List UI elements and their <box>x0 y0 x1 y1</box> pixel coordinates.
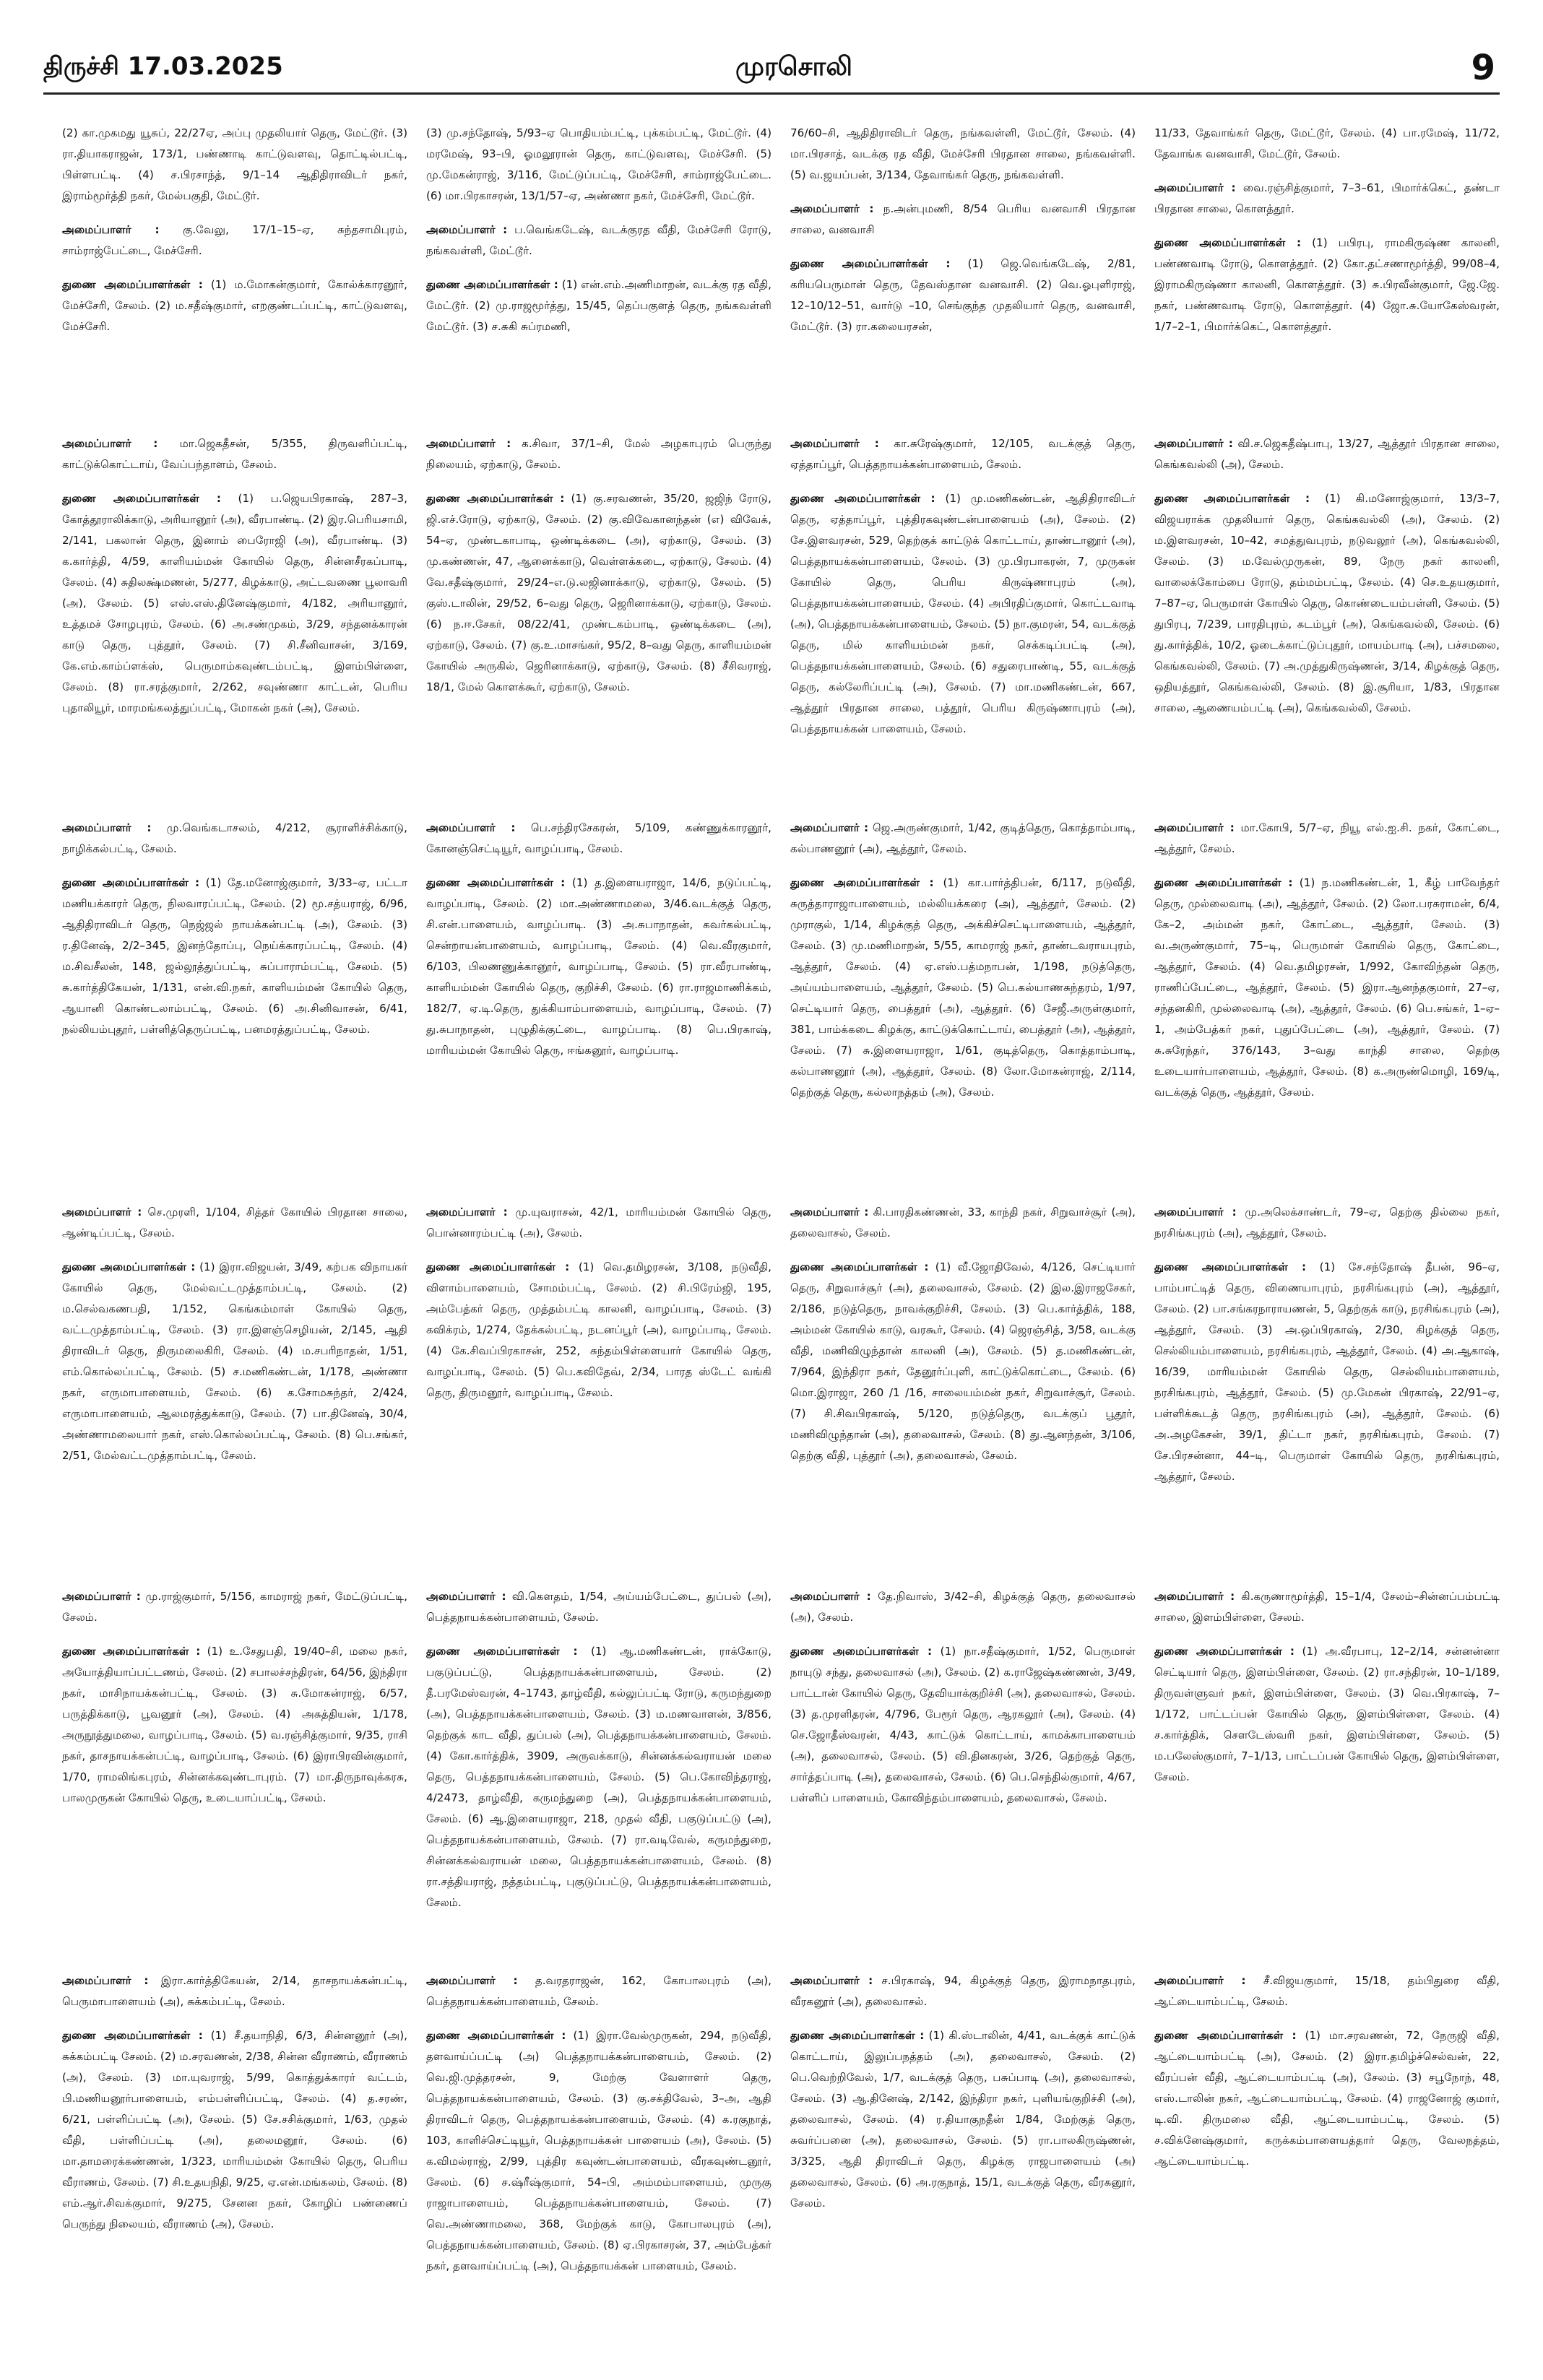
deputies-line <box>790 1257 1136 1466</box>
page-number: 9 <box>1471 48 1495 88</box>
deputies-line <box>790 488 1136 740</box>
deputies-text: (1) சீ.தயாநிதி, 6/3, சின்னனூர் (அ), சுக்கம்பட்டி சேலம். (2) ம.சரவணன், 2/38, சின்ன வீராணம், வீராணம் (அ), சேலம். (3) மா.யுவராஜ், 5/99, கொத்துக்காரர் வட்டம், பி.மணியனூர்பாளையம், எம்பள்ளிப்பட்டி, சேலம். (4) த.சரண், 6/21, பள்ளிப்பட்டி (அ), சேலம். (5) சே.சசிக்குமார், 1/63, முதல் வீதி, பள்ளிப்பட்டி (அ), தலைமனூர், சேலம். (6) மா.தாமரைக்கண்ணன், 1/323, மாரியம்மன் கோயில் தெரு, பெரிய வீராணம், சேலம். (7) சி.உதயநிதி, 9/25, ஏ.என்.மங்கலம், சேலம். (8) எம்.ஆர்.சிவக்குமார், 9/275, சேனன நகர், கோழிப் பண்ணைப் பெருந்து நிலையம், வீராணம் (அ), சேலம். <box>62 2029 407 2230</box>
chief-text: பெ.சந்திரசேகரன், 5/109, கண்ணுக்காரனூர், கோனஞ்செட்டியூர், வாழப்பாடி, சேலம். <box>426 821 772 855</box>
listing-block <box>790 818 1136 1202</box>
deputies-line <box>790 2025 1136 2214</box>
deputies-text: (1) உ.சேதுபதி, 19/40–சி, மலை நகர், அயோத்தியாப்பட்டணம், சேலம். (2) சபாலச்சந்திரன், 64/56, இந்திரா நகர், மாசிநாயக்கன்பட்டி, சேலம். (3) சு.மோகன்ராஜ், 6/57, பருத்திக்காடு, பூவனூர் (அ), சேலம். (4) அசுத்தியன், 1/178, அருநூத்துமலை, வாழப்பாடி, சேலம். (5) வ.ரஞ்சித்குமார், 9/35, ராசி நகர், தாசநாயக்கன்பட்டி, வாழப்பாடி, சேலம். (6) இராபிரவின்குமார், 1/70, ராமலிங்கபுரம், சின்னக்கவுண்டாபுரம். (7) மா.திருநாவுக்கரசு, பாலமுருகன் கோயில் தெரு, உடையாப்பட்டி, சேலம். <box>62 1645 407 1804</box>
chief-label: அமைப்பாளர் : <box>1154 1206 1237 1219</box>
deputies-label: துணை அமைப்பாளர்கள் : <box>1154 1645 1295 1658</box>
chief-line <box>62 1586 407 1628</box>
chief-label: அமைப்பாளர் : <box>1154 821 1235 834</box>
deputies-line <box>790 1641 1136 1809</box>
deputies-line <box>62 488 407 719</box>
chief-text: ந.அன்புமணி, 8/54 பெரிய வனவாசி பிரதான சாலை, வனவாசி <box>790 202 1136 236</box>
chief-text: மா.ஜெகதீசன், 5/355, திருவளிப்பட்டி, காட்டுக்கொட்டாய், வேப்பந்தாளம், சேலம். <box>62 437 407 471</box>
continued-text: (3) மு.சந்தோஷ், 5/93–ஏ பொதியம்பட்டி, புக்கம்பட்டி, மேட்டூர். (4) மரமேஷ், 93–பி, ஓமலூரான் தெரு, காட்டுவளவு, மேச்சேரி. (5) மு.மேகன்ராஜ், 3/116, மேட்டுப்பட்டி, மேச்சேரி, சாம்ராஜ்பேட்டை. (6) மா.பிரகாசரன், 13/1/57–ஏ, அண்ணா நகர், மேச்சேரி, மேட்டூர். <box>426 126 772 202</box>
deputies-line <box>1154 1641 1500 1788</box>
deputies-label: துணை அமைப்பாளர்கள் : <box>426 1645 578 1658</box>
chief-label: அமைப்பாளர் : <box>62 1974 149 1987</box>
chief-label: அமைப்பாளர் : <box>1154 1590 1235 1603</box>
deputies-label: துணை அமைப்பாளர்கள் : <box>1154 492 1310 505</box>
article-grid <box>62 123 1500 2355</box>
chief-label: அமைப்பாளர் : <box>1154 437 1233 450</box>
chief-label: அமைப்பாளர் : <box>426 1974 518 1987</box>
deputies-label: துணை அமைப்பாளர்கள் : <box>790 876 934 889</box>
listing-block <box>790 1586 1136 1970</box>
listing-block <box>62 1586 407 1970</box>
deputies-line <box>62 2025 407 2235</box>
listing-block <box>1154 1586 1500 1970</box>
deputies-text: (1) பபிரபு, ராமகிருஷ்ண காலனி, பண்ணவாடி ரோடு, கொளத்தூர். (2) கோ.தட்சணாமூர்த்தி, 99/08–4, இராமகிருஷ்ணா காலனி, கொளத்தூர். (3) சு.பிரவீன்குமார், ஜே.ஜே. நகர், பண்ணவாடி ரோடு, கொளத்தூர். (4) ஜோ.சு.யோகேஸ்வரன், 1/7–2–1, பிமார்க்கெட், கொளத்தூர். <box>1154 236 1500 333</box>
deputies-text: (1) கு.சரவணன், 35/20, ஜஜிந் ரோடு, ஜி.எச்.ரோடு, ஏற்காடு, சேலம். (2) கு.விவேகானந்தன் (எ) விவேக், 54–ஏ, முண்டகாபாடி, ஒண்டிக்கடை (அ), ஏற்காடு, சேலம். (3) மு.கண்ணன், 47, ஆனைக்காடு, வெள்ளக்கடை, ஏற்காடு, சேலம். (4) வே.சதீஷ்குமார், 29/24–எ.டு.லஜினாக்காடு, ஏற்காடு, சேலம். (5) குஸ்.டாலின், 29/52, 6–வது தெரு, ஜெரினாக்காடு, ஏற்காடு, சேலம். (6) ந.ஈ.சேகர், 08/22/41, முண்டகம்பாடி, ஒண்டிக்கடை (அ), ஏற்காடு, சேலம். (7) கு.உ.மாசங்கர், 95/2, 8–வது தெரு, காளியம்மன் கோயில் அருகில், ஜெரினாக்காடு, ஏற்காடு, சேலம். (8) சீசிவராஜ், 18/1, மேல் கொளக்கூர், ஏற்காடு, சேலம். <box>426 492 772 693</box>
deputies-line <box>426 1257 772 1403</box>
deputies-label: துணை அமைப்பாளர்கள் : <box>62 2029 203 2042</box>
listing-block <box>1154 123 1500 433</box>
deputies-line <box>426 873 772 1061</box>
listing-block <box>1154 1970 1500 2355</box>
chief-label: அமைப்பாளர் : <box>790 1590 871 1603</box>
chief-line <box>790 1586 1136 1628</box>
chief-line <box>62 818 407 860</box>
deputies-text: (1) ப.ஜெயபிரகாஷ், 287–3, கோத்தூராலிக்காடு, அரியானூர் (அ), வீரபாண்டி. (2) இர.பெரியசாமி, 2/141, பகலான் தெரு, இனாம் பைரோஜி (அ), வீரபாண்டி. (3) க.கார்த்தி, 4/59, காளியம்மன் கோயில் தெரு, சின்னசீரகப்பாடி, சேலம். (4) சுதிலக்ஷ்மணன், 5/277, கிழக்காடு, அட்டவணை பூலாவரி (அ), சேலம். (5) எஸ்.எஸ்.தினேஷ்குமார், 4/182, அரியானூர், உத்தமச் சோழபுரம், சேலம். (6) அ.சண்முகம், 3/29, சந்தனக்காரன் காடு தெரு, புத்தூர், சேலம். (7) சி.சீனிவாசன், 3/169, கே.எம்.காம்ப்ளக்ஸ், பெருமாம்கவுண்டம்பட்டி, இளம்பிள்ளை, சேலம். (8) ரா.சரத்குமார், 2/262, சவுண்ணா காட்டன், பெரிய புதாலியூர், மாரமங்கலத்துப்பட்டி, மோகன் நகர் (அ), சேலம். <box>62 492 407 714</box>
chief-line <box>790 818 1136 860</box>
chief-label: அமைப்பாளர் : <box>62 1206 142 1219</box>
deputies-label: துணை அமைப்பாளர்கள் : <box>790 257 951 270</box>
chief-line <box>62 220 407 261</box>
deputies-text: (1) ஆ.மணிகண்டன், ராக்கோடு, பகுடுப்பட்டு, பெத்தநாயக்கன்பாளையம், சேலம். (2) தீ.பரமேஸ்வரன், 4–1743, தாழ்வீதி, கல்லுப்பட்டி ரோடு, கருமந்துறை (அ), பெத்தநாயக்கன்பாளையம், சேலம். (3) ம.மணவாளன், 3/856, தெற்குக் காட வீதி, துப்பல் (அ), பெத்தநாயக்கன்பாளையம், சேலம். (4) கோ.கார்த்திக், 3909, அருவக்காடு, சின்னக்கல்வராயன் மலை தெரு, பெத்தநாயக்கன்பாளையம், சேலம். (5) பெ.கோவிந்தராஜ், 4/2473, தாழ்வீதி, கருமந்துறை (அ), பெத்தநாயக்கன்பாளையம், சேலம். (6) ஆ.இளையராஜா, 218, முதல் வீதி, பகுடுப்பட்டு (அ), பெத்தநாயக்கன்பாளையம், சேலம். (7) ரா.வடிவேல், கருமந்துறை, சின்னக்கல்வராயன் மலை, பெத்தநாயக்கன்பாளையம், சேலம். (8) ரா.சத்தியராஜ், நத்தம்பட்டி, புகுடுப்பட்டு, பெத்தநாயக்கன்பாளையம், சேலம். <box>426 1645 772 1909</box>
deputies-label: துணை அமைப்பாளர்கள் : <box>790 1645 933 1658</box>
deputies-label: துணை அமைப்பாளர்கள் : <box>1154 236 1302 249</box>
header-rule <box>43 92 1500 95</box>
chief-line <box>62 433 407 475</box>
deputies-text: (1) இரா.வேல்முருகன், 294, நடுவீதி, தளவாய்ப்பட்டி (அ) பெத்தநாயக்கன்பாளையம், சேலம். (2) வெ.ஜி.முத்தரசன், 9, மேற்கு வேளாளர் தெரு, பெத்தநாயக்கன்பாளையம், சேலம். (3) கு.சக்திவேல், 3–அ, ஆதி திராவிடர் தெரு, பெத்தநாயக்கன்பாளையம், சேலம். (4) க.ரகுநாத், 103, காளிச்செட்டியூர், பெத்தநாயக்கன் பாளையம் (அ), சேலம். (5) க.விமல்ராஜ், 2/99, புத்திர கவுண்டன்பாளையம், வீரகவுண்டனூர், சேலம். (6) ச.ஷ்ரீஷ்குமார், 54–பி, அம்மம்பாளையம், முருகு ராஜாபாளையம், பெத்தநாயக்கன்பாளையம், சேலம். (7) வெ.அண்ணாமலை, 368, மேற்குக் காடு, கோபாலபுரம் (அ), பெத்தநாயக்கன்பாளையம், சேலம். (8) ஏ.பிரகாசரன், 37, அம்பேத்கர் நகர், தளவாய்ப்பட்டி (அ), பெத்தநாயக்கன் பாளையம், சேலம். <box>426 2029 772 2272</box>
listing-block <box>1154 433 1500 818</box>
listing-block <box>426 1586 772 1970</box>
deputies-text: (1) என்.எம்.அணிமாறன், வடக்கு ரத வீதி, மேட்டூர். (2) மு.ராஜமூர்த்து, 15/45, தெப்பகுளத் தெரு, நங்கவள்ளி மேட்டூர். (3) ச.சுகி சுப்ரமணி, <box>426 278 772 333</box>
chief-text: மு.யுவராசன், 42/1, மாரியம்மன் கோயில் தெரு, பொன்னாரம்பட்டி (அ), சேலம். <box>426 1206 772 1239</box>
page-header <box>0 0 1543 108</box>
chief-line <box>426 818 772 860</box>
chief-line <box>790 1970 1136 2012</box>
listing-block <box>1154 818 1500 1202</box>
chief-text: மு.ராஜ்குமார், 5/156, காமராஜ் நகர், மேட்டுப்பட்டி, சேலம். <box>62 1590 407 1624</box>
chief-line <box>790 433 1136 475</box>
deputies-text: (1) வெ.தமிழரசன், 3/108, நடுவீதி, விளாம்பாளையம், சோமம்பட்டி, சேலம். (2) சி.பிரேம்ஜி, 195, அம்பேத்கர் தெரு, முத்தம்பட்டி காலனி, வாழப்பாடி, சேலம். (3) கவிக்ரம், 1/274, தேக்கல்பட்டி, நடனப்பூர் (அ), வாழப்பாடி, சேலம். (4) கே.சிவப்பிரகாசன், 252, சுந்தம்பிள்ளையார் கோயில் தெரு, வாழப்பாடி, சேலம். (5) பெ.கவிதேவ், 2/34, பாரத ஸ்டேட் வங்கி தெரு, திருமனூர், வாழப்பாடி, சேலம். <box>426 1260 772 1399</box>
chief-label: அமைப்பாளர் : <box>426 437 511 450</box>
continued-text: (2) கா.முகமது யூசுப், 22/27ஏ, அப்பு முதலியார் தெரு, மேட்டூர். (3) ரா.தியாகராஜன், 173/1, பண்ணாடி காட்டுவளவு, தொட்டில்பட்டி, பிள்ளபட்டி. (4) ச.பிரசாந்த், 9/1–14 ஆதிதிராவிடர் நகர், இராம்மூர்த்தி நகர், மேல்பகுதி, மேட்டூர். <box>62 126 407 202</box>
deputies-label: துணை அமைப்பாளர்கள் : <box>62 1645 201 1658</box>
chief-label: அமைப்பாளர் : <box>1154 1974 1246 1987</box>
deputies-text: (1) த.இளையராஜா, 14/6, நடுப்பட்டி, வாழப்பாடி, சேலம். (2) மா.அண்ணாமலை, 3/46.வடக்குத் தெரு, சி.என்.பாளையம், வாழப்பாடி. (3) அ.சுபாநாதன், கவர்கல்பட்டி, சென்றாயன்பாளையம், வாழப்பாடி, சேலம். (4) வெ.வீரகுமார், 6/103, பிலணணுக்கானூர், வாழப்பாடி, சேலம். (5) ரா.வீரபாண்டி, காளியம்மன் கோயில் தெரு, குறிச்சி, சேலம். (6) ரா.ராஜமாணிக்கம், 182/7, ஏ.டி.தெரு, துக்கியாம்பாளையம், வாழப்பாடி, சேலம். (7) து.சுபாநாதன், புழுதிக்குட்டை, வாழப்பாடி. (8) பெ.பிரகாஷ், மாரியம்மன் கோயில் தெரு, ஈங்கனூர், வாழப்பாடி. <box>426 876 772 1057</box>
deputies-label: துணை அமைப்பாளர்கள் : <box>426 1260 570 1273</box>
deputies-line <box>790 873 1136 1103</box>
listing-block <box>426 1202 772 1586</box>
chief-text: வை.ரஞ்சித்குமார், 7–3–61, பிமார்க்கெட், தண்டா பிரதான சாலை, கொளத்தூர். <box>1154 181 1500 215</box>
listing-block <box>790 433 1136 818</box>
chief-line <box>426 1202 772 1244</box>
deputies-text: (1) நா.சதீஷ்குமார், 1/52, பெருமாள் நாயுடு சந்து, தலைவாசல் (அ), சேலம். (2) க.ராஜேஷ்கண்ணன், 3/49, பாட்டான் கோயில் தெரு, தேவியாக்குறிச்சி (அ), தலைவாசல், சேலம். (3) த.முரளிதரன், 4/796, பேரூர் தெரு, ஆரகலூர் (அ), சேலம். (4) செ.ஜோதீஸ்வரன், 4/43, காட்டுக் கொட்டாய், காமக்காபாளையம் (அ), தலைவாசல், சேலம். (5) வி.தினகரன், 3/26, தெற்குத் தெரு, சார்த்தப்பாடி (அ), தலைவாசல், சேலம். (6) பெ.செந்தில்குமார், 4/67, பள்ளிப் பாளையம், கோவிந்தம்பாளையம், தலைவாசல், சேலம். <box>790 1645 1136 1804</box>
deputies-label: துணை அமைப்பாளர்கள் : <box>1154 2029 1297 2042</box>
issue-date: திருச்சி 17.03.2025 <box>43 52 283 81</box>
deputies-line <box>1154 2025 1500 2172</box>
deputies-line <box>426 488 772 698</box>
deputies-line <box>1154 488 1500 719</box>
deputies-label: துணை அமைப்பாளர்கள் : <box>790 1260 929 1273</box>
deputies-line <box>62 1641 407 1809</box>
chief-line <box>426 1586 772 1628</box>
chief-line <box>790 1202 1136 1244</box>
newspaper-name: முரசொலி <box>735 52 852 82</box>
chief-text: கு.வேலு, 17/1–15–ஏ, சுந்தசாமிபுரம், சாம்ராஜ்பேட்டை, மேச்சேரி. <box>62 223 407 257</box>
chief-label: அமைப்பாளர் : <box>426 1590 506 1603</box>
chief-text: செ.முரளி, 1/104, சித்தர் கோயில் பிரதான சாலை, ஆண்டிப்பட்டி, சேலம். <box>62 1206 407 1239</box>
deputies-line <box>426 2025 772 2277</box>
chief-text: தே.நிவாஸ், 3/42–சி, கிழக்குத் தெரு, தலைவாசல் (அ), சேலம். <box>790 1590 1136 1624</box>
deputies-line <box>62 873 407 1040</box>
listing-block <box>426 433 772 818</box>
deputies-line <box>790 254 1136 337</box>
chief-text: க.சிவா, 37/1–சி, மேல் அழகாபுரம் பெருந்து நிலையம், ஏற்காடு, சேலம். <box>426 437 772 471</box>
chief-label: அமைப்பாளர் : <box>426 223 508 236</box>
chief-label: அமைப்பாளர் : <box>426 1206 508 1219</box>
deputies-line <box>1154 233 1500 337</box>
deputies-text: (1) வீ.ஜோதிவேல், 4/126, செட்டியார் தெரு, சிறுவாச்சூர் (அ), தலைவாசல், சேலம். (2) இல.இராஜசேகர், 2/186, நடுத்தெரு, நாவக்குறிச்சி, சேலம். (3) பெ.கார்த்திக், 188, அம்மன் கோயில் காடு, வரகூர், சேலம். (4) ஜெரஞ்சித், 3/58, வடக்கு வீதி, மணிவிழுந்தான் காலனி (அ), சேலம். (5) த.மணிகண்டன், 7/964, இந்திரா நகர், தேனூர்ப்புளி, காட்டுக்கொட்டை, சேலம். (6) மொ.இராஜா, 260 /1 /16, சாலையம்மன் நகர், சிறுவாச்சூர், சேலம். (7) சி.சிவபிரகாஷ், 5/120, நடுத்தெரு, வடக்குப் பூதூர், மணிவிழுந்தான் (அ), தலைவாசல், சேலம். (8) து.ஆனந்தன், 3/106, தெற்கு வீதி, புத்தூர் (அ), தலைவாசல், சேலம். <box>790 1260 1136 1462</box>
deputies-label: துணை அமைப்பாளர்கள் : <box>426 2029 566 2042</box>
listing-block <box>426 123 772 433</box>
deputies-label: துணை அமைப்பாளர்கள் : <box>62 492 221 505</box>
chief-label: அமைப்பாளர் : <box>1154 181 1236 194</box>
continued-text: 11/33, தேவாங்கர் தெரு, மேட்டூர், சேலம். (4) பா.ரமேஷ், 11/72, தேவாங்க வனவாசி, மேட்டூர், சேலம். <box>1154 126 1500 160</box>
deputies-label: துணை அமைப்பாளர்கள் : <box>62 876 200 889</box>
listing-block <box>62 818 407 1202</box>
deputies-label: துணை அமைப்பாளர்கள் : <box>62 278 203 291</box>
listing-block <box>62 123 407 433</box>
chief-line <box>1154 178 1500 220</box>
deputies-text: (1) கி.ஸ்டாலின், 4/41, வடக்குக் காட்டுக் கொட்டாய், இலுப்பநத்தம் (அ), தலைவாசல், சேலம். (2) பெ.வெற்றிவேல், 1/7, வடக்குத் தெரு, பசுப்பாடி (அ), தலைவாசல், சேலம். (3) ஆ.தினேஷ், 2/142, இந்திரா நகர், புளியங்குறிச்சி (அ), தலைவாசல், சேலம். (4) ர.தியாகுநதீன் 1/84, மேற்குத் தெரு, சுவர்ப்பனை (அ), தலைவாசல், சேலம். (5) ரா.பாலகிருஷ்ணன், 3/325, ஆதி திராவிடர் தெரு, கிழக்கு ராஜபாளையம் (அ) தலைவாசல், சேலம். (6) அ.ரகுநாத், 15/1, வடக்குத் தெரு, வீரகனூர், சேலம். <box>790 2029 1136 2210</box>
chief-text: ப.வெங்கடேஷ், வடக்குரத வீதி, மேச்சேரி ரோடு, நங்கவள்ளி, மேட்டூர். <box>426 223 772 257</box>
deputies-text: (1) கா.பார்த்திபன், 6/117, நடுவீதி, சுருத்தாராஜாபாளையம், மல்லியக்கரை (அ), ஆத்தூர், சேலம். (2) முராகுல், 1/14, கிழக்குத் தெரு, அக்கிச்செட்டிபாளையம், ஆத்தூர், சேலம். (3) மு.மணிமாறன், 5/55, காமராஜ் நகர், தாண்டவராயபுரம், ஆத்தூர், சேலம். (4) ஏ.எஸ்.பத்மநாபன், 1/198, நடுத்தெரு, அய்யம்பாளையம், ஆத்தூர், சேலம். (5) பெ.கல்யாணசுந்தரம், 1/97, செட்டியார் தெரு, பைத்தூர் (அ), ஆத்தூர். (6) சேஜீ.அருள்குமார், 381, பாம்க்கடை கிழக்கு, காட்டுக்கொட்டாய், பைத்தூர் (அ), ஆத்தூர், சேலம். (7) சு.இளையராஜா, 1/61, குடித்தெரு, கொத்தாம்பாடி, கல்பாணனூர் (அ), ஆத்தூர், சேலம். (8) லோ.மோகன்ராஜ், 2/114, தெற்குத் தெரு, கல்லாநத்தம் (அ), சேலம். <box>790 876 1136 1099</box>
listing-block <box>1154 1202 1500 1586</box>
listing-block <box>62 1202 407 1586</box>
chief-text: கா.சுரேஷ்குமார், 12/105, வடக்குத் தெரு, ஏத்தாப்பூர், பெத்தநாயக்கன்பாளையம், சேலம். <box>790 437 1136 471</box>
chief-line <box>1154 1970 1500 2012</box>
deputies-label: துணை அமைப்பாளர்கள் : <box>426 492 565 505</box>
listing-block <box>426 818 772 1202</box>
deputies-text: (1) ம.மோகன்குமார், கோல்க்காரனூர், மேச்சேரி, சேலம். (2) ம.சதீஷ்குமார், எறகுண்டப்பட்டி, காட்டுவளவு, மேச்சேரி. <box>62 278 407 333</box>
chief-text: கி.கருணாமூர்த்தி, 15–1/4, சேலம்–சின்னப்பம்பட்டி சாலை, இளம்பிள்ளை, சேலம். <box>1154 1590 1500 1624</box>
chief-label: அமைப்பாளர் : <box>790 202 874 215</box>
chief-line <box>426 1970 772 2012</box>
chief-line <box>790 199 1136 241</box>
chief-line <box>1154 433 1500 475</box>
chief-label: அமைப்பாளர் : <box>62 437 158 450</box>
listing-block <box>62 1970 407 2355</box>
chief-text: கி.பாரதிகண்ணன், 33, காந்தி நகர், சிறுவாச்சூர் (அ), தலைவாசல், சேலம். <box>790 1206 1136 1239</box>
continued-text: 76/60–சி, ஆதிதிராவிடர் தெரு, நங்கவள்ளி, மேட்டூர், சேலம். (4) மா.பிரசாத், வடக்கு ரத வீதி, மேச்சேரி பிரதான சாலை, நங்கவள்ளி. (5) வ.ஜயப்பன், 3/134, தேவாங்கர் தெரு, நங்கவள்ளி. <box>790 126 1136 181</box>
chief-text: மு.அலெக்சாண்டர், 79–ஏ, தெற்கு தில்லை நகர், நரசிங்கபுரம் (அ), ஆத்தூர், சேலம். <box>1154 1206 1500 1239</box>
chief-text: த.வரதராஜன், 162, கோபாலபுரம் (அ), பெத்தநாயக்கன்பாளையம், சேலம். <box>426 1974 772 2008</box>
chief-line <box>1154 1202 1500 1244</box>
deputies-text: (1) ஜெ.வெங்கடேஷ், 2/81, கரியபெருமாள் தெரு, தேவஸ்தான வனவாசி. (2) வெ.ஓபுளிராஜ், 12–10/12–51, வார்டு –10, செங்குந்த முதலியார் தெரு, வனவாசி, மேட்டூர். (3) ரா.கலையரசன், <box>790 257 1136 333</box>
listing-block <box>790 1970 1136 2355</box>
chief-text: வி.கௌதம், 1/54, அய்யம்பேட்டை, துப்பல் (அ), பெத்தநாயக்கன்பாளையம், சேலம். <box>426 1590 772 1624</box>
deputies-label: துணை அமைப்பாளர்கள் : <box>790 2029 925 2042</box>
chief-text: ச.பிரகாஷ், 94, கிழக்குத் தெரு, இராமநாதபுரம், வீரகனூர் (அ), தலைவாசல். <box>790 1974 1136 2008</box>
deputies-text: (1) கி.மனோஜ்குமார், 13/3–7, விஜயராக்க முதலியார் தெரு, கெங்கவல்லி (அ), சேலம். (2) ம.இளவரசன், 10–42, சமத்துவபுரம், நடுவலூர் (அ), கெங்கவல்லி, சேலம். (3) ம.வேல்முருகன், 89, நேரு நகர் காலனி, வாலைக்கோம்பை ரோடு, தம்மம்பட்டி, சேலம். (4) செ.உதயகுமார், 7–87–ஏ, பெருமாள் கோயில் தெரு, கொண்டையம்பள்ளி, சேலம். (5) துபிரபு, 7/239, பாரதிபுரம், கடம்பூர் (அ), கெங்கவல்லி, சேலம். (6) து.கார்த்திக், 10/2, ஓடைக்காட்டுப்புதூர், மாயம்பாடி (அ), பச்சமலை, கெங்கவல்லி, சேலம். (7) அ.முத்துகிருஷ்ணன், 3/14, கிழக்குத் தெரு, ஒதியத்தூர், கெங்கவல்லி, சேலம். (8) இ.சூரியா, 1/83, பிரதான சாலை, ஆணையம்பட்டி (அ), கெங்கவல்லி, சேலம். <box>1154 492 1500 714</box>
listing-block <box>790 123 1136 433</box>
chief-line <box>1154 1586 1500 1628</box>
chief-label: அமைப்பாளர் : <box>62 1590 141 1603</box>
chief-label: அமைப்பாளர் : <box>790 1974 873 1987</box>
deputies-text: (1) சே.சந்தோஷ் தீபன், 96–ஏ, பாம்பாட்டித் தெரு, விணையாபுரம், நரசிங்கபுரம் (அ), ஆத்தூர், சேலம். (2) பா.சங்கரநாராயணன், 5, தெற்குக் காடு, நரசிங்கபுரம் (அ), ஆத்தூர், சேலம். (3) அ.ஒப்பிரகாஷ், 2/30, கிழக்குத் தெரு, செல்லியம்பாளையம், நரசிங்கபுரம், ஆத்தூர், சேலம். (4) அ.ஆகாஷ், 16/39, மாரியம்மன் கோயில் தெரு, செல்லியம்பாளையம், நரசிங்கபுரம், ஆத்தூர், சேலம். (5) மு.மேகன் பிரகாஷ், 22/91–ஏ, பள்ளிக்கூடத் தெரு, நரசிங்கபுரம் (அ), ஆத்தூர், சேலம். (6) அ.அழகேசன், 39/1, திட்டா நகர், நரசிங்கபுரம், சேலம். (7) சே.பிரசன்னா, 44–டி, பெருமாள் கோயில் தெரு, நரசிங்கபுரம், ஆத்தூர், சேலம். <box>1154 1260 1500 1483</box>
deputies-text: (1) ந.மணிகண்டன், 1, கீழ் பாவேந்தர் தெரு, முல்லைவாடி (அ), ஆத்தூர், சேலம். (2) லோ.பரசுராமன், 6/4, கே–2, அம்மன் நகர், கோட்டை, ஆத்தூர், சேலம். (3) வ.அருண்குமார், 75–டி, பெருமாள் கோயில் தெரு, கோட்டை, ஆத்தூர், சேலம். (4) வெ.தமிழரசன், 1/992, கோவிந்தன் தெரு, ராணிப்பேட்டை, ஆத்தூர், சேலம். (5) இரா.ஆனந்தகுமார், 27–ஏ, சந்தனகிரி, முல்லைவாடி (அ), ஆத்தூர், சேலம். (6) பெ.சங்கர், 1–ஏ–1, அம்பேத்கர் நகர், புதுப்பேட்டை (அ), ஆத்தூர், சேலம். (7) சு.சுரேந்தர், 376/143, 3–வது காந்தி சாலை, தெற்கு உடையார்பாளையம், ஆத்தூர், சேலம். (8) க.அருண்மொழி, 169/டி, வடக்குத் தெரு, ஆத்தூர், சேலம். <box>1154 876 1500 1099</box>
chief-label: அமைப்பாளர் : <box>790 821 869 834</box>
chief-line <box>62 1970 407 2012</box>
deputies-line <box>1154 1257 1500 1487</box>
chief-text: இரா.கார்த்திகேயன், 2/14, தாசநாயக்கன்பட்டி, பெருமாபாளையம் (அ), சுக்கம்பட்டி, சேலம். <box>62 1974 407 2008</box>
deputies-label: துணை அமைப்பாளர்கள் : <box>1154 1260 1307 1273</box>
chief-label: அமைப்பாளர் : <box>426 821 516 834</box>
chief-text: ஜெ.அருண்குமார், 1/42, குடித்தெரு, கொத்தாம்பாடி, கல்பாணனூர் (அ), ஆத்தூர், சேலம். <box>790 821 1136 855</box>
chief-text: மு.வெங்கடாசலம், 4/212, சூராளிச்சிக்காடு, நாழிக்கல்பட்டி, சேலம். <box>62 821 407 855</box>
listing-block <box>62 433 407 818</box>
chief-line <box>426 433 772 475</box>
deputies-label: துணை அமைப்பாளர்கள் : <box>790 492 935 505</box>
deputies-label: துணை அமைப்பாளர்கள் : <box>426 278 558 291</box>
deputies-text: (1) மு.மணிகண்டன், ஆதிதிராவிடர் தெரு, ஏத்தாப்பூர், புத்திரகவுண்டன்பாளையம் (அ), சேலம். (2) சே.இளவரசன், 529, தெற்குக் காட்டுக் கொட்டாய், தாண்டானூர் (அ), பெத்தநாயக்கன்பாளையம், சேலம். (3) மு.பிரபாகரன், 7, முருகன் கோயில் தெரு, பெரிய கிருஷ்ணாபுரம் (அ), பெத்தநாயக்கன்பாளையம், சேலம். (4) அபிரதிப்குமார், கொட்டவாடி (அ), பெத்தநாயக்கன்பாளையம், சேலம். (5) நா.குமரன், 54, வடக்குத் தெரு, மில் காளியம்மன் நகர், செக்கடிப்பட்டி (அ), பெத்தநாயக்கன்பாளையம், சேலம். (6) சதுரைபாண்டி, 55, வடக்குத் தெரு, கல்லேரிப்பட்டி (அ), சேலம். (7) மா.மணிகண்டன், 667, ஆத்தூர் பிரதான சாலை, பத்தூர், பெரிய கிருஷ்ணாபுரம் (அ), பெத்தநாயக்கன் பாளையம், சேலம். <box>790 492 1136 735</box>
deputies-line <box>62 274 407 337</box>
listing-block <box>426 1970 772 2355</box>
listing-block <box>790 1202 1136 1586</box>
deputies-text: (1) இரா.விஜயன், 3/49, கற்பக விநாயகர் கோயில் தெரு, மேல்வட்டமுத்தாம்பட்டி, சேலம். (2) ம.செல்வகணபதி, 1/152, கெங்கம்மாள் கோயில் தெரு, வட்டமுத்தாம்பட்டி, சேலம். (3) ரா.இளஞ்செழியன், 2/145, ஆதி திராவிடர் தெரு, திருமலைகிரி, சேலம். (4) ம.சபரிநாதன், 1/51, எம்.கொல்லப்பட்டி, சேலம். (5) ச.மணிகண்டன், 1/178, அண்ணா நகர், எருமாபாளையம், சேலம். (6) க.சோமசுந்தர், 2/424, எருமாபாளையம், ஆலமரத்துக்காடு, சேலம். (7) பா.தினேஷ், 30/4, அண்ணாமலையார் நகர், எஸ்.கொல்லப்பட்டி, சேலம். (8) பெ.சங்கர், 2/51, மேல்வட்டமுத்தாம்பட்டி, சேலம். <box>62 1260 407 1462</box>
chief-line <box>1154 818 1500 860</box>
chief-label: அமைப்பாளர் : <box>62 821 152 834</box>
chief-text: வி.ச.ஜெகதீஷ்பாபு, 13/27, ஆத்தூர் பிரதான சாலை, கெங்கவல்லி (அ), சேலம். <box>1154 437 1500 471</box>
chief-label: அமைப்பாளர் : <box>790 437 879 450</box>
deputies-line <box>426 1641 772 1913</box>
deputies-label: துணை அமைப்பாளர்கள் : <box>1154 876 1293 889</box>
deputies-line <box>62 1257 407 1466</box>
chief-label: அமைப்பாளர் : <box>62 223 160 236</box>
deputies-label: துணை அமைப்பாளர்கள் : <box>62 1260 196 1273</box>
chief-text: சீ.விஜயகுமார், 15/18, தம்பிதுரை வீதி, ஆட்டையாம்பட்டி, சேலம். <box>1154 1974 1500 2008</box>
deputies-text: (1) அ.வீரபாபு, 12–2/14, சன்னன்னா செட்டியார் தெரு, இளம்பிள்ளை, சேலம். (2) ரா.சந்திரன், 10–1/189, திருவள்ளுவர் நகர், இளம்பிள்ளை, சேலம். (3) வெ.பிரகாஷ், 7–1/172, பாட்டப்பன் கோயில் தெரு, இளம்பிள்ளை, சேலம். (4) ச.கார்த்திக், செளடேஸ்வரி நகர், இளம்பிள்ளை, சேலம். (5) ம.பலேஸ்குமார், 7–1/13, பாட்டப்பன் கோயில் தெரு, இளம்பிள்ளை, சேலம். <box>1154 1645 1500 1783</box>
deputies-text: (1) மா.சரவணன், 72, நேருஜி வீதி, ஆட்டையாம்பட்டி (அ), சேலம். (2) இரா.தமிழ்ச்செல்வன், 22, வீரப்பன் வீதி, ஆட்டையாம்பட்டி (அ), சேலம். (3) சபூநோந், 48, எஸ்.டாலின் நகர், ஆட்டையாம்பட்டி, சேலம். (4) ராஜனோஜ் குமார், டி.வி. திருமலை வீதி, ஆட்டையாம்பட்டி, சேலம். (5) ச.விக்னேஷ்குமார், கருக்கம்பாளையத்தார் தெரு, வேலநத்தம், ஆட்டையாம்பட்டி. <box>1154 2029 1500 2168</box>
deputies-line <box>426 274 772 337</box>
chief-text: மா.கோபி, 5/7–ஏ, நியூ எல்.ஐ.சி. நகர், கோட்டை, ஆத்தூர், சேலம். <box>1154 821 1500 855</box>
chief-label: அமைப்பாளர் : <box>790 1206 869 1219</box>
deputies-line <box>1154 873 1500 1103</box>
deputies-label: துணை அமைப்பாளர்கள் : <box>426 876 566 889</box>
chief-line <box>62 1202 407 1244</box>
deputies-text: (1) தே.மனோஜ்குமார், 3/33–ஏ, பட்டா மணியக்காரர் தெரு, நிலவாரப்பட்டி, சேலம். (2) மூ.சத்யராஜ், 6/96, ஆதிதிராவிடர் தெரு, நெஜ்ஜல் நாயக்கன்பட்டி (அ), சேலம். (3) ர.தினேஷ், 2/2–345, இனந்தோப்பு, நெய்க்காரப்பட்டி, சேலம். (4) ம.சிவசீலன், 148, ஜல்லூத்துப்பட்டி, சுப்பாராம்பட்டி, சேலம். (5) சு.கார்த்திகேயன், 1/131, என்.வி.நகர், காளியம்மன் கோயில் தெரு, ஆயானி கொண்டலாம்பட்டி, சேலம். (6) அ.சினிவாசன், 6/41, நல்லியம்புதூர், பள்ளித்தெருப்பட்டி, பனமரத்துப்பட்டி, சேலம். <box>62 876 407 1036</box>
chief-line <box>426 220 772 261</box>
